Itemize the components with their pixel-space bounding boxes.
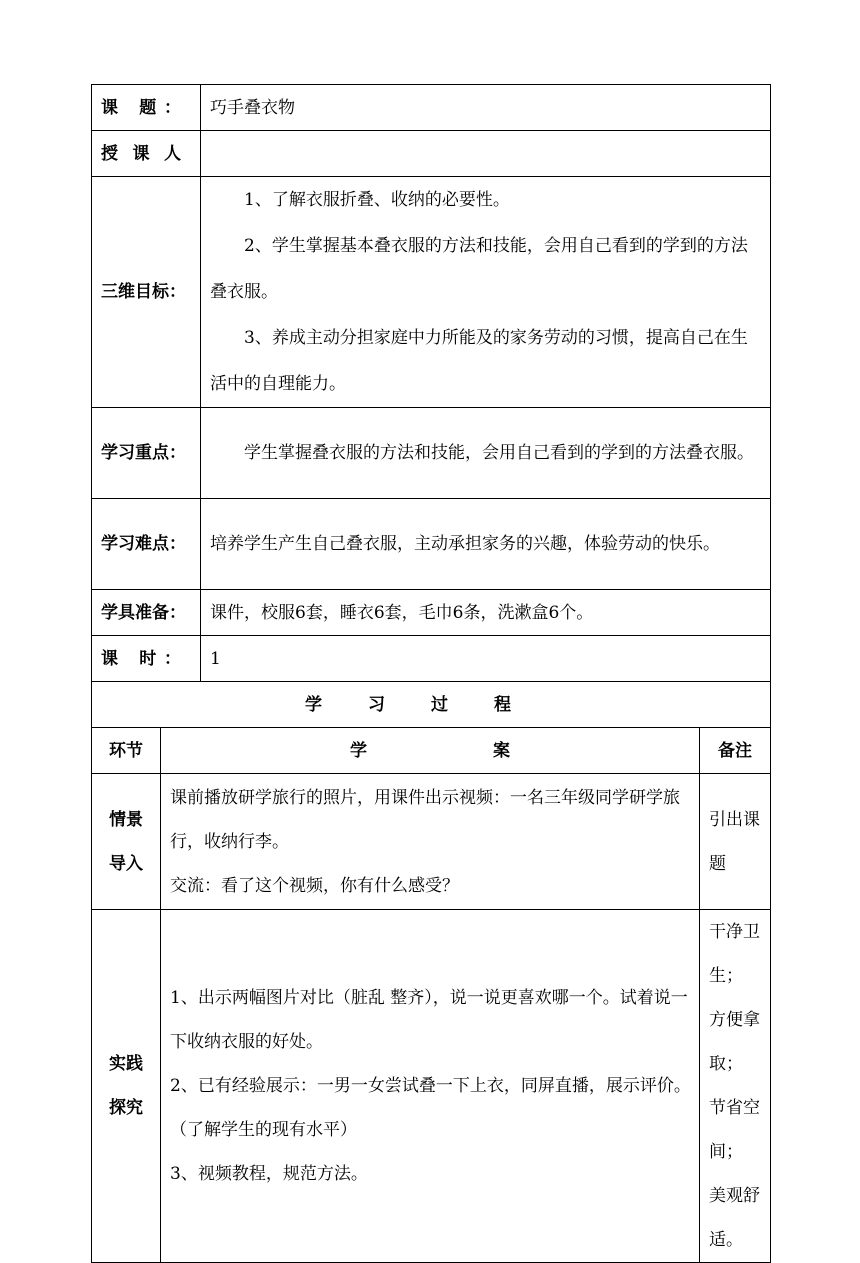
process-header-row <box>92 728 771 774</box>
plan-cell <box>161 910 700 1263</box>
note-column-header: 备注 <box>700 728 771 774</box>
topic-label: 课 题： <box>92 85 201 131</box>
topic-row <box>92 85 771 131</box>
difficulties-text: 培养学生产生自己叠衣服，主动承担家务的兴趣，体验劳动的快乐。 <box>210 534 720 554</box>
stage-line: 探究 <box>109 1098 143 1118</box>
lesson-plan-table <box>91 84 771 1263</box>
goals-row <box>92 177 771 408</box>
note-line: 引出课题 <box>709 809 760 874</box>
goals-value <box>201 177 771 408</box>
process-title-row <box>92 682 771 728</box>
plan-paragraph: 课前播放研学旅行的照片，用课件出示视频：一名三年级同学研学旅行，收纳行李。 <box>170 787 680 852</box>
key-points-text: 学生掌握叠衣服的方法和技能，会用自己看到的学到的方法叠衣服。 <box>244 443 754 463</box>
note-cell <box>700 774 771 910</box>
note-line: 干净卫生； <box>709 922 760 986</box>
key-points-row <box>92 408 771 499</box>
goal-item: 1、了解衣服折叠、收纳的必要性。 <box>244 190 510 210</box>
key-points-label: 学习重点： <box>92 408 201 499</box>
materials-value: 课件，校服6套，睡衣6套，毛巾6条，洗漱盒6个。 <box>201 590 771 636</box>
goals-label: 三维目标： <box>92 177 201 408</box>
materials-label: 学具准备： <box>92 590 201 636</box>
hours-value: 1 <box>201 636 771 682</box>
plan-cell <box>161 774 700 910</box>
process-title <box>92 682 771 728</box>
stage-line: 导入 <box>109 853 143 874</box>
stage-line: 情景 <box>109 809 143 830</box>
difficulties-value <box>201 499 771 590</box>
note-cell <box>700 910 771 1263</box>
plan-paragraph: 1、出示两幅图片对比（脏乱 整齐），说一说更喜欢哪一个。试着说一下收纳衣服的好处。 <box>170 988 688 1052</box>
stage-cell <box>92 774 161 910</box>
stage-cell <box>92 910 161 1263</box>
plan-paragraph: 2、已有经验展示：一男一女尝试叠一下上衣，同屏直播，展示评价。（了解学生的现有水平） <box>170 1076 691 1140</box>
process-row <box>92 910 771 1263</box>
plan-paragraph: 3、视频教程，规范方法。 <box>170 1164 368 1184</box>
teacher-row <box>92 131 771 177</box>
teacher-value <box>201 131 771 177</box>
note-line: 节省空间； <box>709 1098 760 1162</box>
difficulties-row <box>92 499 771 590</box>
teacher-label: 授 课 人 <box>92 131 201 177</box>
hours-label: 课 时： <box>92 636 201 682</box>
key-points-value <box>201 408 771 499</box>
difficulties-label: 学习难点： <box>92 499 201 590</box>
plan-column-header-text: 学 案 <box>350 740 510 761</box>
note-line: 方便拿取； <box>709 1010 760 1074</box>
note-line: 美观舒适。 <box>709 1186 760 1250</box>
process-title-text: 学习过程 <box>305 694 558 715</box>
plan-column-header <box>161 728 700 774</box>
plan-paragraph: 交流：看了这个视频，你有什么感受？ <box>170 875 459 896</box>
materials-row <box>92 590 771 636</box>
process-row <box>92 774 771 910</box>
goal-item: 2、学生掌握基本叠衣服的方法和技能，会用自己看到的学到的方法叠衣服。 <box>210 236 748 302</box>
stage-line: 实践 <box>109 1054 143 1074</box>
stage-column-header: 环节 <box>92 728 161 774</box>
goal-item: 3、养成主动分担家庭中力所能及的家务劳动的习惯，提高自己在生活中的自理能力。 <box>210 328 748 394</box>
topic-value: 巧手叠衣物 <box>201 85 771 131</box>
hours-row <box>92 636 771 682</box>
